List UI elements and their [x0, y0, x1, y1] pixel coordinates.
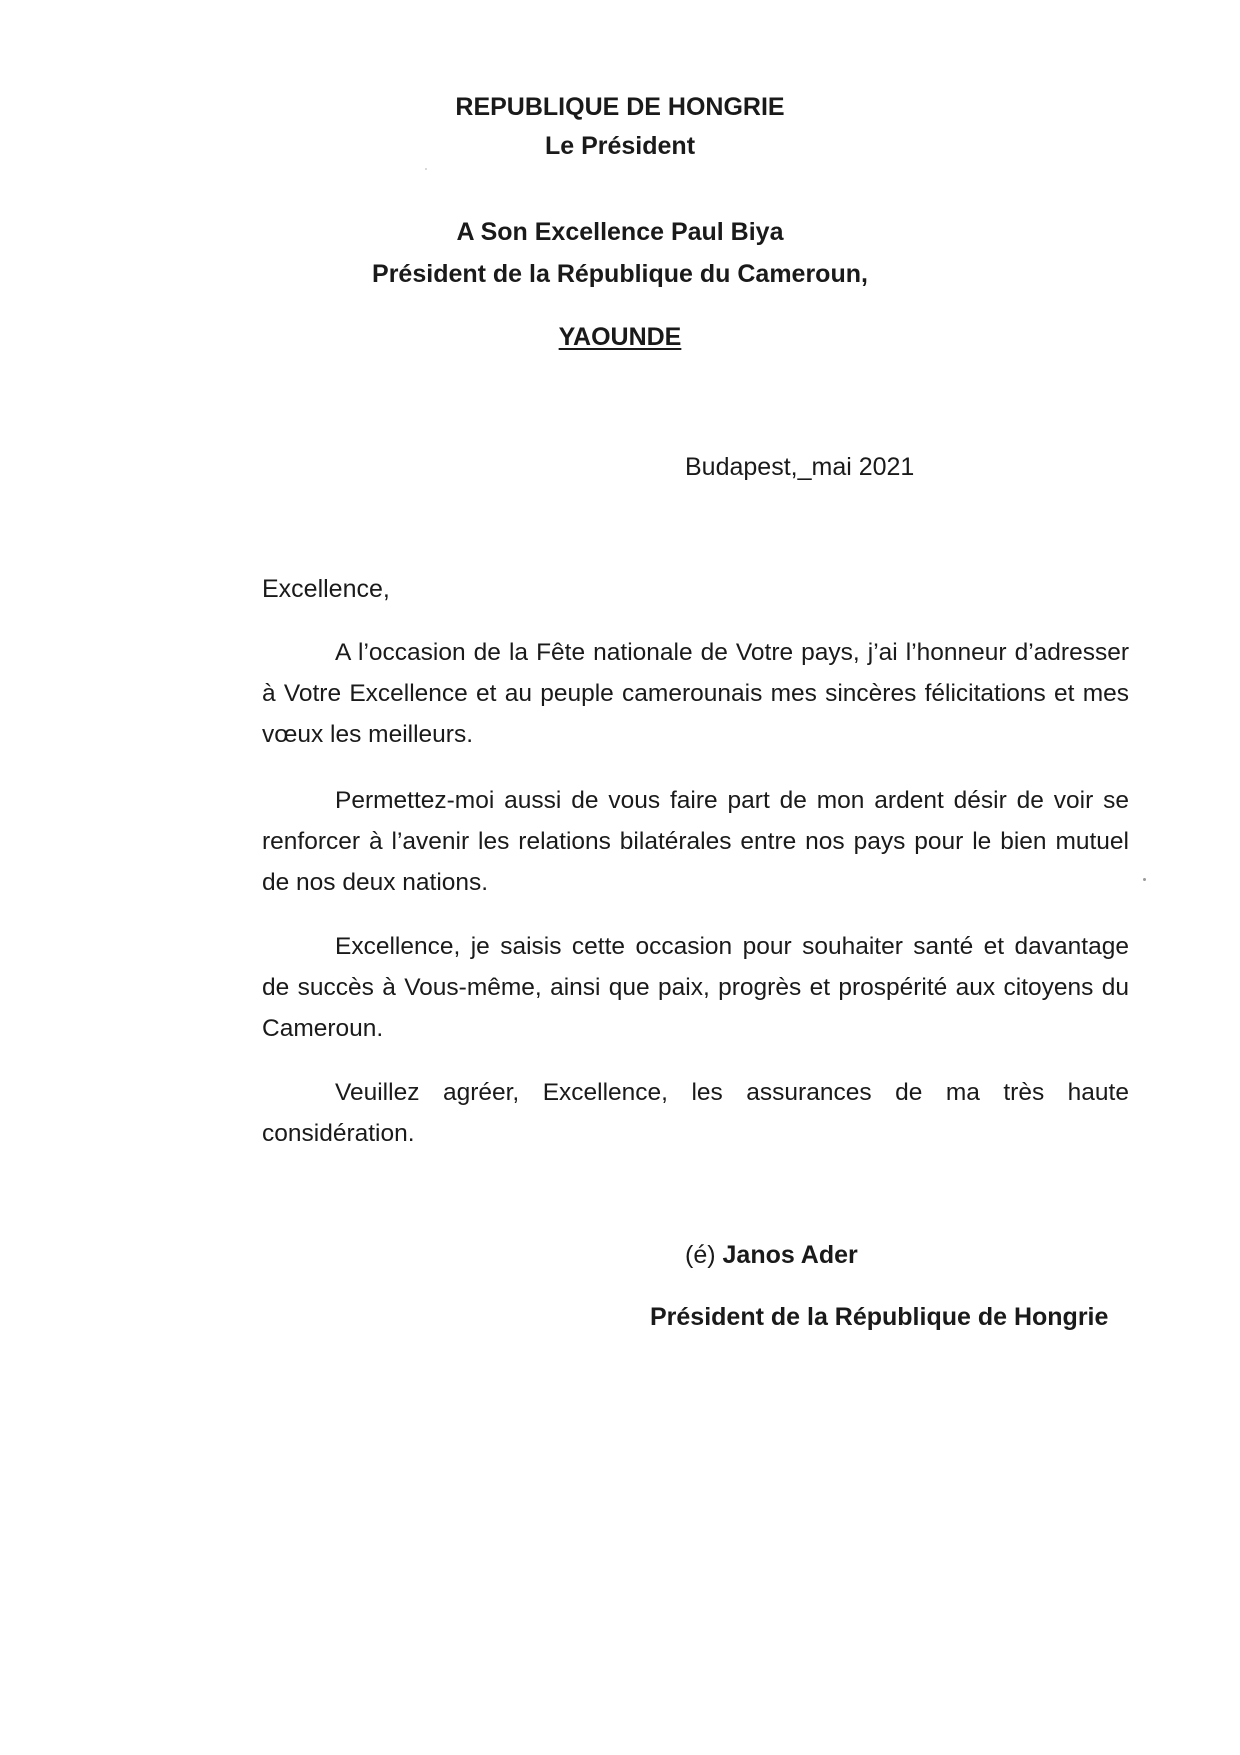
- signatory-title: Président de la République de Hongrie: [650, 1303, 1109, 1331]
- signatory-name: Janos Ader: [722, 1241, 858, 1269]
- dateline: Budapest,_mai 2021: [685, 453, 915, 481]
- addressee-name: A Son Excellence Paul Biya: [456, 218, 784, 246]
- letterhead-country: REPUBLIQUE DE HONGRIE: [455, 93, 785, 121]
- body-paragraph: A l’occasion de la Fête nationale de Votre pays, j’ai l’honneur d’adresser à Votre Excellence et au peuple camerounais mes sincères félicitations et mes vœux les meilleurs.: [262, 639, 1129, 748]
- addressee-title: Président de la République du Cameroun,: [372, 260, 868, 288]
- scan-speck: [425, 168, 427, 170]
- closing-paragraph: Veuillez agréer, Excellence, les assurances de ma très haute considération.: [262, 1079, 1129, 1147]
- signature-line: [685, 1240, 858, 1270]
- body-paragraph: Excellence, je saisis cette occasion pour souhaiter santé et davantage de succès à Vous-même, ainsi que paix, progrès et prospérité aux citoyens du Cameroun.: [262, 933, 1129, 1042]
- addressee-city: YAOUNDE: [558, 323, 682, 351]
- signature-prefix: (é): [685, 1241, 716, 1269]
- letterhead-role: Le Président: [544, 132, 696, 160]
- salutation: Excellence,: [262, 575, 390, 603]
- body-paragraph: Permettez-moi aussi de vous faire part de mon ardent désir de voir se renforcer à l’avenir les relations bilatérales entre nos pays pour le bien mutuel de nos deux nations.: [262, 787, 1129, 896]
- scan-speck: [1143, 878, 1146, 881]
